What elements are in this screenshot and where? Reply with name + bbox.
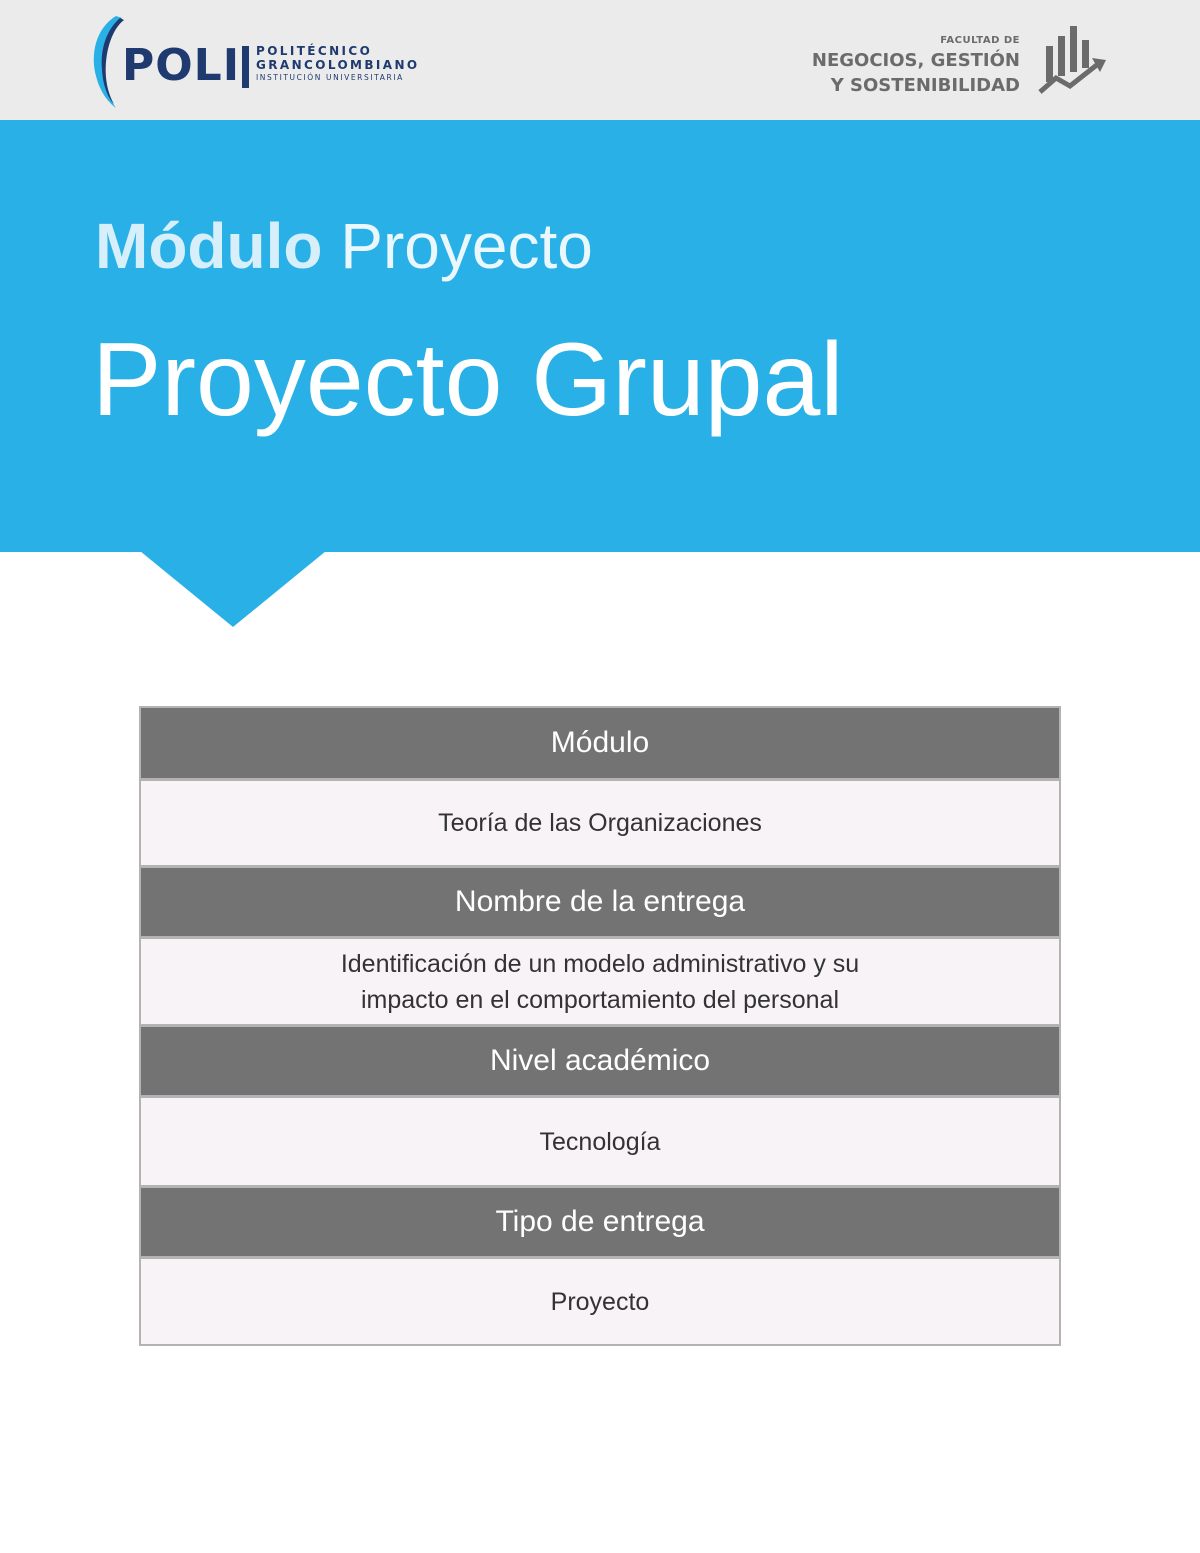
bar-chart-trend-icon: [1038, 24, 1108, 96]
poli-swoosh-icon: [86, 14, 126, 110]
kicker-strong: Módulo: [95, 210, 323, 282]
table-value-row: [141, 781, 1059, 865]
table-value-row: [141, 1098, 1059, 1185]
poli-wordmark: POLI: [122, 40, 241, 91]
logo-line-3: INSTITUCIÓN UNIVERSITARIA: [256, 73, 404, 82]
logo-divider: [242, 46, 249, 88]
table-header-row: [141, 1188, 1059, 1256]
table-header-row: [141, 868, 1059, 936]
row-value-tipo-entrega: Proyecto: [550, 1287, 650, 1316]
hero-pointer: [140, 551, 326, 629]
hero-kicker: [95, 206, 593, 286]
faculty-logo: [790, 24, 1120, 104]
table-value-row: [141, 1259, 1059, 1344]
poli-subtitle: [256, 44, 420, 84]
faculty-line-3: Y SOSTENIBILIDAD: [830, 75, 1020, 96]
table-header-row: [141, 1027, 1059, 1095]
page-title: Proyecto Grupal: [92, 322, 844, 438]
info-table: [139, 706, 1061, 1346]
row-value-nombre-entrega: Identificación de un modelo administrativo y su impacto en el comportamiento del personal: [340, 949, 860, 1014]
kicker-light: Proyecto: [340, 210, 593, 282]
row-label-tipo-entrega: Tipo de entrega: [495, 1205, 705, 1238]
row-value-nivel: Tecnología: [539, 1127, 661, 1156]
row-label-nombre-entrega: Nombre de la entrega: [454, 885, 746, 918]
page-header: [0, 0, 1200, 120]
row-label-modulo: Módulo: [550, 726, 650, 759]
poli-logo: [86, 14, 420, 110]
logo-line-2: GRANCOLOMBIANO: [256, 58, 420, 72]
faculty-text: [812, 34, 1020, 98]
row-value-modulo: Teoría de las Organizaciones: [438, 809, 762, 837]
table-value-row: [141, 939, 1059, 1024]
logo-line-1: POLITÉCNICO: [256, 44, 373, 58]
row-label-nivel: Nivel académico: [489, 1044, 711, 1077]
table-header-row: [141, 708, 1059, 778]
faculty-line-2: NEGOCIOS, GESTIÓN: [811, 50, 1020, 71]
faculty-line-1: FACULTAD DE: [940, 35, 1020, 46]
